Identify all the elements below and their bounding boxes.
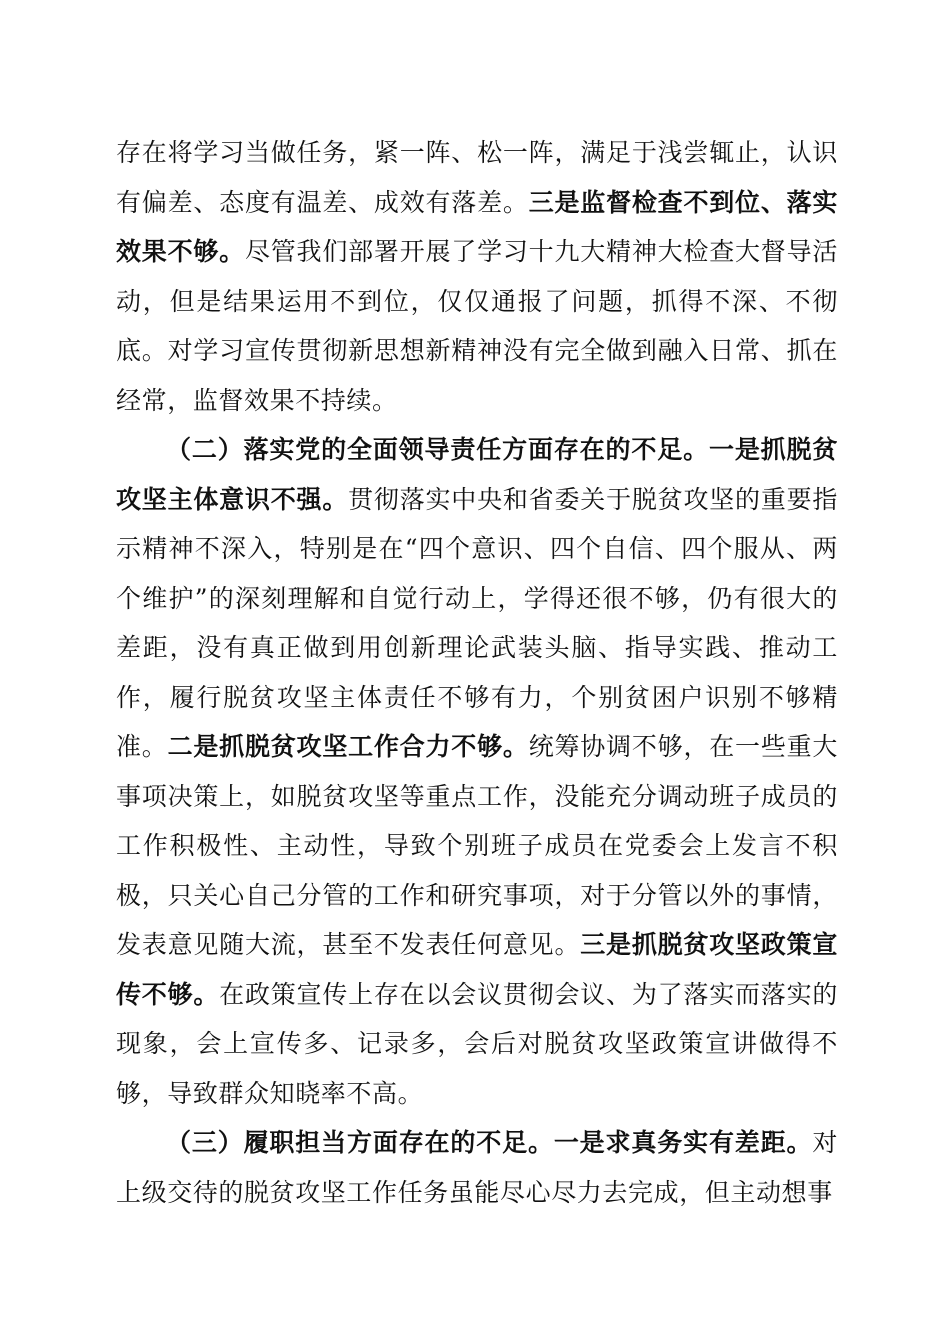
paragraph-1 [116, 128, 838, 425]
paragraph-2-heading-2: 二是抓脱贫攻坚工作合力不够。 [167, 732, 529, 761]
document-page [116, 128, 838, 1217]
paragraph-2-heading-3: 三是抓脱贫攻坚政策宣传不够。 [116, 930, 838, 1009]
paragraph-1-heading-3: 三是监督检查不到位、落实效果不够。 [116, 187, 839, 266]
paragraph-1-run-3: 尽管我们部署开展了学习十九大精神大检查大督导活动，但是结果运用不到位，仅仅通报了问题，抓得不深、不彻底。对学习宣传贯彻新思想新精神没有完全做到融入日常、抓在经常，监督效果不持续。 [116, 237, 838, 415]
paragraph-2-run-2: 贯彻落实中央和省委关于脱贫攻坚的重要指示精神不深入，特别是在“四个意识、四个自信、四个服从、两个维护”的深刻理解和自觉行动上，学得还很不够，仍有很大的差距，没有真正做到用创新理论武装头脑、指导实践、推动工作，履行脱贫攻坚主体责任不够有力，个别贫困户识别不够精准。 [116, 484, 839, 761]
paragraph-2-run-6: 在政策宣传上存在以会议贯彻会议、为了落实而落实的现象，会上宣传多、记录多，会后对脱贫攻坚政策宣讲做得不够，导致群众知晓率不高。 [116, 979, 838, 1108]
paragraph-3 [116, 1118, 838, 1217]
paragraph-3-run-2: 对上级交待的脱贫攻坚工作任务虽能尽心尽力去完成，但主动想事 [116, 1128, 838, 1207]
section-3-heading: （三）履职担当方面存在的不足。一是求真务实有差距。 [166, 1128, 813, 1157]
paragraph-1-run-1: 存在将学习当做任务，紧一阵、松一阵，满足于浅尝辄止，认识有偏差、态度有温差、成效有落差。 [116, 138, 838, 217]
paragraph-2 [116, 425, 838, 1118]
paragraph-2-run-4: 统筹协调不够，在一些重大事项决策上，如脱贫攻坚等重点工作，没能充分调动班子成员的工作积极性、主动性，导致个别班子成员在党委会上发言不积极，只关心自己分管的工作和研究事项，对于分管以外的事情，发表意见随大流，甚至不发表任何意见。 [116, 732, 839, 959]
section-2-heading: （二）落实党的全面领导责任方面存在的不足。一是抓脱贫攻坚主体意识不强。 [116, 435, 838, 514]
